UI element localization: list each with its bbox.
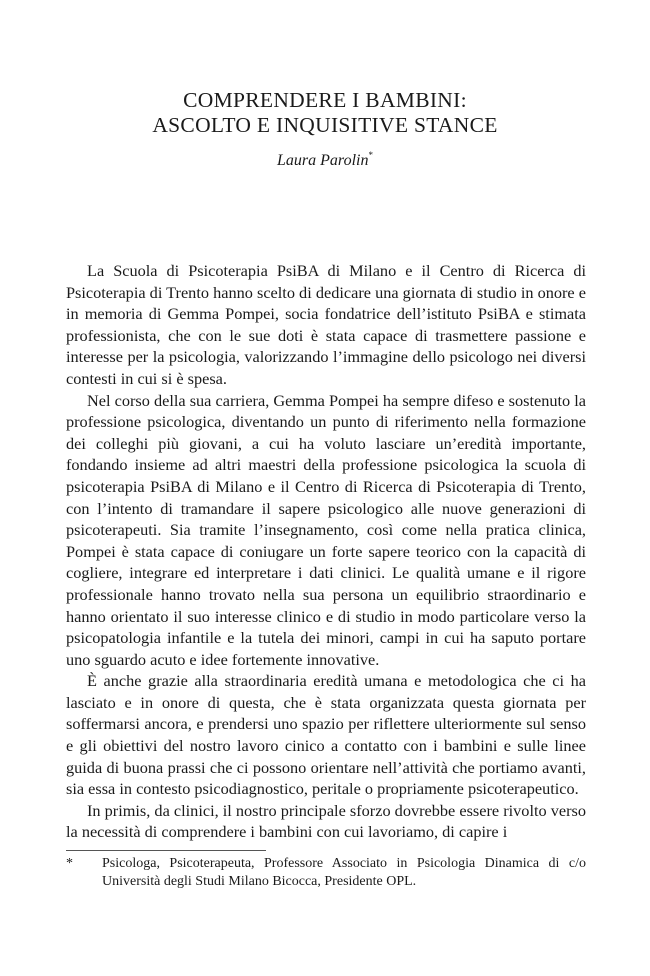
author-name: Laura Parolin bbox=[277, 152, 369, 169]
paragraph: Nel corso della sua carriera, Gemma Pompei ha sempre difeso e sostenuto la professione psicologica, diventando un punto di riferimento nella formazione dei colleghi più giovani, a cui ha voluto lasciare un’eredità importante, fondando insieme ad altri maestri della professione psicologica la scuola di psicoterapia PsiBA di Milano e il Centro di Ricerca di Psicoterapia di Trento, con l’intento di tramandare il sapere psicologico alle nuove generazioni di psicoterapeuti. Sia tramite l’insegnamento, così come nella pratica clinica, Pompei è stata capace di coniugare un forte sapere teorico con la capacità di cogliere, integrare ed interpretare i dati clinici. Le qualità umane e il rigore professionale hanno trovato nella sua persona un equilibrio straordinario e hanno orientato il suo interesse clinico e di studio in modo particolare verso la psicopatologia infantile e la tutela dei minori, campi in cui ha saputo portare uno sguardo acuto e idee fortemente innovative. bbox=[66, 390, 586, 669]
author-footnote-mark: * bbox=[368, 150, 373, 160]
footnote-divider bbox=[66, 850, 266, 851]
footnote-text: Psicologa, Psicoterapeuta, Professore Associato in Psicologia Dinamica di c/o Università degli Studi Milano Bicocca, Presidente OPL. bbox=[102, 856, 586, 889]
title-line-2: ASCOLTO E INQUISITIVE STANCE bbox=[152, 113, 498, 137]
chapter-title bbox=[0, 88, 650, 138]
footnote bbox=[66, 855, 586, 891]
paragraph: È anche grazie alla straordinaria eredità umana e metodologica che ci ha lasciato e in onore di questa, che è stata organizzata questa giornata per soffermarsi ancora, e prendersi uno spazio per riflettere ulteriormente sul senso e gli obiettivi del nostro lavoro cinico a contatto con i bambini e sulle linee guida di buona prassi che ci possono orientare nell’attività che portiamo avanti, sia essa in contesto psicodiagnostico, peritale o propriamente psicoterapeutico. bbox=[66, 671, 586, 799]
paragraph: In primis, da clinici, il nostro principale sforzo dovrebbe essere rivolto verso la necessità di comprendere i bambini con cui lavoriamo, di capire i bbox=[66, 800, 586, 842]
paragraph: La Scuola di Psicoterapia PsiBA di Milano e il Centro di Ricerca di Psicoterapia di Trento hanno scelto di dedicare una giornata di studio in onore e in memoria di Gemma Pompei, socia fondatrice dell’istituto PsiBA e stimata professionista, che con le sue doti è stata capace di trasmettere passione e interesse per la psicologia, valorizzando l’immagine dello psicologo nei diversi contesti in cui si è spesa. bbox=[66, 261, 586, 388]
author-byline bbox=[0, 150, 650, 170]
title-line-1: COMPRENDERE I BAMBINI: bbox=[183, 88, 467, 112]
footnote-mark: * bbox=[66, 856, 73, 871]
body-text bbox=[66, 260, 586, 843]
